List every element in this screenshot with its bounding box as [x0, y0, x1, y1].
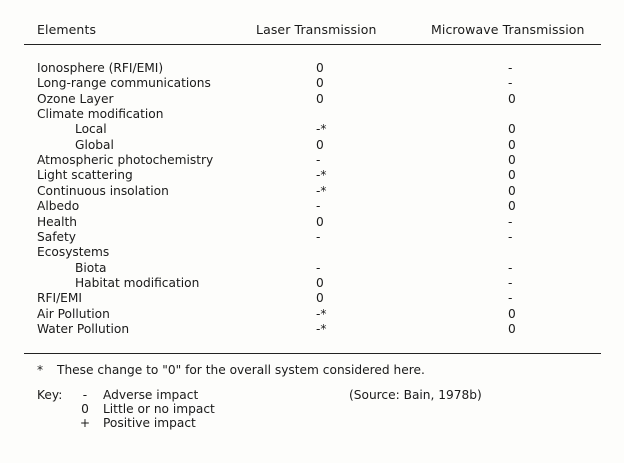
row-microwave-impact: 0	[508, 91, 516, 106]
footer-rule	[24, 353, 601, 354]
row-laser-impact: 0	[316, 61, 324, 75]
row-microwave-impact: -	[508, 275, 513, 290]
header-rule	[24, 44, 601, 45]
row-element-label: Continuous insolation	[37, 183, 169, 198]
row-laser-impact: -	[316, 199, 321, 214]
key-symbol: +	[79, 416, 91, 430]
header-microwave-transmission: Microwave Transmission	[431, 22, 585, 37]
row-element-label: Ecosystems	[37, 245, 110, 260]
row-element-label: Long-range communications	[37, 76, 211, 91]
row-laser-impact: -	[316, 229, 321, 244]
table-row	[0, 61, 624, 76]
row-laser-impact: -*	[316, 183, 327, 198]
table-row	[0, 245, 624, 260]
table-row	[0, 76, 624, 91]
table-row	[0, 261, 624, 276]
row-laser-impact: 0	[316, 275, 324, 290]
row-microwave-impact: -	[508, 76, 513, 91]
table-row	[0, 291, 624, 306]
key-symbol: 0	[81, 402, 89, 416]
footnote-text: These change to "0" for the overall system considered here.	[57, 363, 425, 377]
row-element-label: Health	[37, 214, 78, 229]
row-laser-impact: 0	[316, 76, 324, 91]
row-element-label: Climate modification	[37, 107, 164, 121]
row-element-label: Biota	[75, 260, 107, 275]
footnote-marker: *	[37, 363, 44, 377]
row-microwave-impact: -	[508, 229, 513, 244]
header-elements: Elements	[37, 22, 97, 37]
row-laser-impact: 0	[316, 137, 324, 152]
row-microwave-impact: 0	[508, 183, 516, 198]
key-title: Key:	[37, 388, 63, 402]
key-entry-adverse	[77, 388, 198, 402]
table-row	[0, 276, 624, 291]
table-row	[0, 92, 624, 107]
row-microwave-impact: 0	[508, 137, 516, 152]
row-laser-impact: -	[316, 260, 321, 275]
row-element-label: Albedo	[37, 199, 80, 214]
table-row	[0, 107, 624, 122]
table-row	[0, 122, 624, 137]
key-description: Little or no impact	[103, 402, 215, 416]
row-laser-impact: -*	[316, 168, 327, 183]
row-element-label: Global	[75, 137, 114, 152]
row-element-label: Water Pollution	[37, 321, 130, 336]
row-microwave-impact: 0	[508, 122, 516, 137]
row-laser-impact: -	[316, 153, 321, 168]
row-microwave-impact: 0	[508, 306, 516, 321]
row-laser-impact: 0	[316, 91, 324, 106]
table-row	[0, 168, 624, 183]
table-row	[0, 153, 624, 168]
header-laser-transmission: Laser Transmission	[256, 22, 377, 37]
row-laser-impact: 0	[316, 214, 324, 229]
row-laser-impact: 0	[316, 291, 324, 306]
source-citation: (Source: Bain, 1978b)	[349, 388, 482, 402]
table-row	[0, 184, 624, 199]
row-element-label: Light scattering	[37, 168, 133, 183]
row-microwave-impact: 0	[508, 321, 516, 336]
row-element-label: Air Pollution	[37, 306, 110, 321]
row-element-label: RFI/EMI	[37, 291, 82, 306]
table-row	[0, 230, 624, 245]
row-microwave-impact: 0	[508, 199, 516, 214]
row-element-label: Ozone Layer	[37, 91, 114, 106]
row-element-label: Habitat modification	[75, 275, 200, 290]
row-laser-impact: -*	[316, 321, 327, 336]
table-row	[0, 215, 624, 230]
row-element-label: Safety	[37, 229, 76, 244]
row-microwave-impact: -	[508, 291, 513, 306]
row-laser-impact: -*	[316, 306, 327, 321]
row-element-label: Atmospheric photochemistry	[37, 153, 214, 168]
key-symbol: -	[82, 388, 88, 402]
row-microwave-impact: -	[508, 260, 513, 275]
row-microwave-impact: -	[508, 61, 513, 75]
row-microwave-impact: 0	[508, 153, 516, 168]
row-microwave-impact: 0	[508, 168, 516, 183]
row-microwave-impact: -	[508, 214, 513, 229]
table-row	[0, 138, 624, 153]
table-row	[0, 322, 624, 337]
row-laser-impact: -*	[316, 122, 327, 137]
table-row	[0, 199, 624, 214]
key-description: Adverse impact	[103, 388, 199, 402]
key-entry-positive	[77, 416, 196, 430]
row-element-label: Local	[75, 122, 107, 137]
table-row	[0, 307, 624, 322]
footnote	[37, 363, 425, 377]
row-element-label: Ionosphere (RFI/EMI)	[37, 61, 164, 75]
key-entry-little-or-no	[77, 402, 215, 416]
key-description: Positive impact	[103, 416, 196, 430]
